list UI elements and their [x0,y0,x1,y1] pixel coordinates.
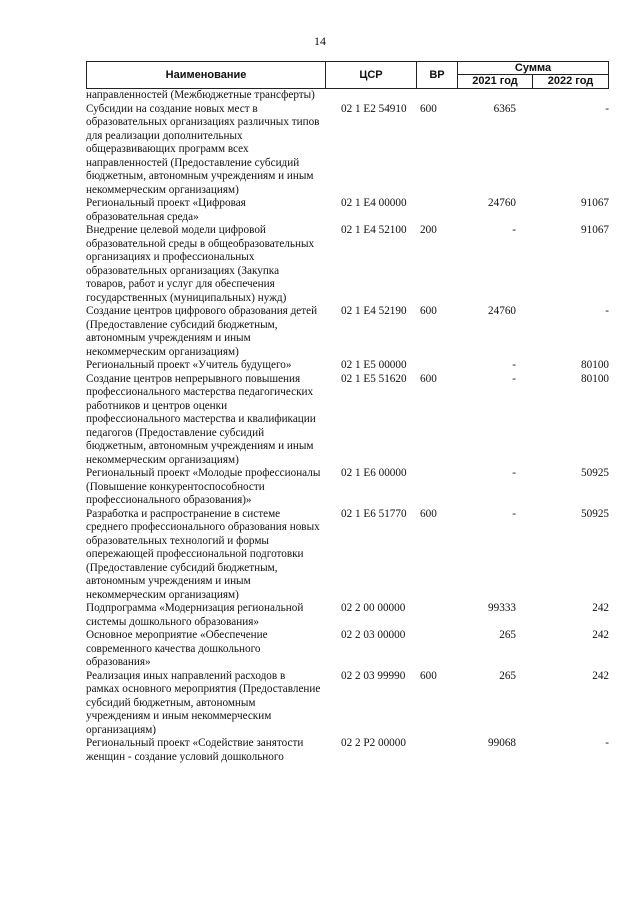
row-vr [416,467,457,508]
table-row [86,359,609,373]
row-name: Создание центров непрерывного повышения профессионального мастерства педагогических работников и центров оценки профессионального мастерства и квалификации педагогов (Предоставление субсидий бюджетным, автономным учреждениям и иным некоммерческим организациям) [86,372,316,466]
row-sum-2021: 265 [499,629,516,641]
row-sum-2021: 6365 [493,102,516,115]
row-vr: 600 [420,507,437,520]
row-csr: 02 1 E4 00000 [341,197,407,209]
row-csr: 02 1 E2 54910 [341,102,407,115]
row-csr: 02 1 E6 00000 [341,467,407,479]
table-row [86,89,609,103]
row-name: Основное мероприятие «Обеспечение современного качества дошкольного образования» [86,629,268,668]
table-row [86,103,609,198]
row-sum-2021: 99068 [488,737,516,749]
row-vr [416,197,457,224]
table-row [86,305,609,359]
row-sum-2021: 24760 [488,197,516,209]
row-sum-2021: - [512,507,516,520]
row-vr: 600 [420,669,437,682]
row-sum-2021: 99333 [488,602,516,614]
table-row [86,197,609,224]
row-vr: 600 [420,305,437,317]
row-csr: 02 1 E5 51620 [341,372,407,385]
row-sum-2022: 242 [592,602,609,614]
row-csr [325,89,416,103]
header-year-2022: 2022 год [547,75,594,87]
row-sum-2022 [532,89,609,103]
row-sum-2021 [457,89,532,103]
row-name: Разработка и распространение в системе среднего профессионального образования новых образовательных технологий и формы опережающей профессиональной подготовки (Предоставление субсидий бюджетным, автономным учреждениям и иным некоммерческим организациям) [86,507,320,601]
header-name: Наименование [87,62,326,88]
row-sum-2022: - [605,102,609,115]
row-csr: 02 2 03 00000 [341,629,406,641]
row-vr: 600 [420,372,437,385]
row-name: Субсидии на создание новых мест в образовательных организациях различных типов для реализации дополнительных общеразвивающих программ всех направленностей (Предоставление субсидий бюджетным, автономным учреждениям и иным некоммерческим организациям) [86,102,320,196]
row-sum-2021: - [512,359,516,371]
row-name: Создание центров цифрового образования детей (Предоставление субсидий бюджетным, автономным учреждениям и иным некоммерческим организациям) [86,305,318,358]
header-csr: ЦСР [326,62,417,88]
row-name: Реализация иных направлений расходов в рамках основного мероприятия (Предоставление субсидий бюджетным, автономным учреждениям и иным некоммерческим организациям) [86,669,321,736]
table-row [86,467,609,508]
table-row [86,508,609,603]
row-sum-2021: - [512,467,516,479]
row-name: Региональный проект «Содействие занятости женщин - создание условий дошкольного [86,737,304,763]
row-sum-2022: - [605,737,609,749]
table-row [86,602,609,629]
header-year-2021: 2021 год [458,75,533,88]
row-name: Региональный проект «Учитель будущего» [86,359,292,371]
row-vr [416,629,457,670]
row-sum-2022: 80100 [581,359,609,371]
row-csr: 02 2 00 00000 [341,602,406,614]
row-sum-2021: - [512,224,516,236]
table-header [86,61,609,89]
row-csr: 02 1 E6 51770 [341,507,407,520]
row-sum-2021: 24760 [488,305,516,317]
row-vr [416,359,457,373]
row-sum-2021: - [512,372,516,385]
row-vr [416,89,457,103]
row-csr: 02 2 P2 00000 [341,737,406,749]
row-csr: 02 1 E4 52100 [341,224,407,236]
row-sum-2022: 91067 [581,224,609,236]
page-number: 14 [314,34,326,48]
row-csr: 02 2 03 99990 [341,669,406,682]
row-name: Подпрограмма «Модернизация региональной системы дошкольного образования» [86,602,304,628]
table-row [86,670,609,738]
row-name: Региональный проект «Молодые профессионалы (Повышение конкурентоспособности профессионального образования)» [86,467,321,506]
row-name: Региональный проект «Цифровая образовательная среда» [86,197,246,223]
table-body [86,89,609,764]
row-vr: 200 [420,224,437,236]
table-row [86,737,609,764]
table-row [86,629,609,670]
header-sum: Сумма [458,62,608,75]
row-sum-2022: 50925 [581,507,609,520]
row-sum-2021: 265 [499,669,516,682]
header-vr: ВР [417,62,458,88]
row-sum-2022: 91067 [581,197,609,209]
budget-table [86,61,609,764]
row-sum-2022: 50925 [581,467,609,479]
row-vr [416,737,457,764]
row-sum-2022: 242 [592,629,609,641]
table-row [86,373,609,468]
row-csr: 02 1 E5 00000 [341,359,407,371]
row-vr [416,602,457,629]
row-name: Внедрение целевой модели цифровой образовательной среды в общеобразовательных организациях и профессиональных образовательных организациях (Закупка товаров, работ и услуг для обеспечения государственных (муниципальных) нужд) [86,224,315,304]
row-csr: 02 1 E4 52190 [341,305,407,317]
table-row [86,224,609,305]
row-sum-2022: 80100 [581,372,609,385]
row-sum-2022: - [605,305,609,317]
row-vr: 600 [420,102,437,115]
row-sum-2022: 242 [592,669,609,682]
row-name: направленностей (Межбюджетные трансферты) [86,89,315,101]
